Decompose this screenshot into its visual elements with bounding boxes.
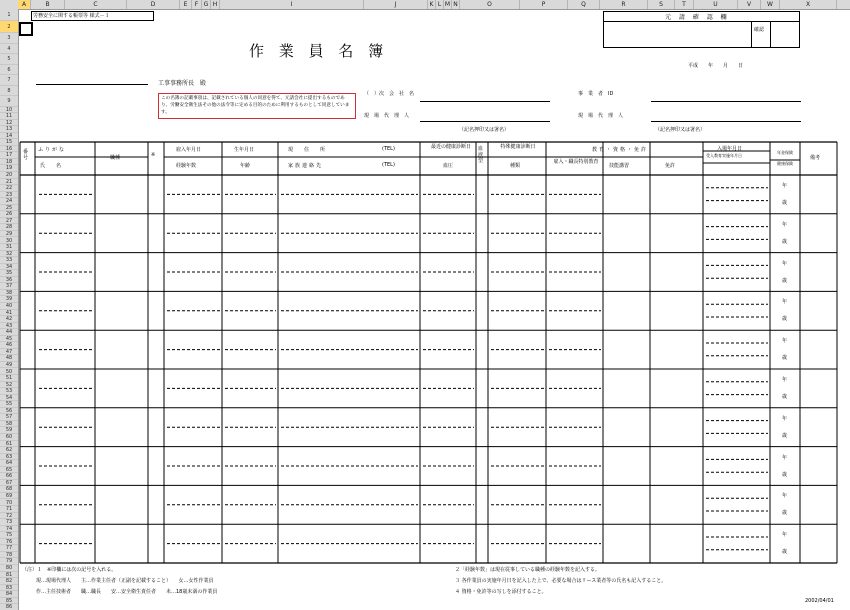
row-header-56[interactable]: 56 bbox=[0, 408, 18, 415]
row-header-66[interactable]: 66 bbox=[0, 473, 18, 480]
row-header-21[interactable]: 21 bbox=[0, 179, 18, 186]
th-insurance: 健康保険 bbox=[777, 161, 793, 166]
footer-note2: ２「経験年数」は現在従事している職種の経験年数を記入する。 bbox=[455, 567, 601, 573]
row-header-20[interactable]: 20 bbox=[0, 172, 18, 179]
th-experience: 経験年数 bbox=[176, 163, 197, 169]
th-name: 氏 名 bbox=[40, 163, 65, 169]
confirm-seal-label: 確認 bbox=[754, 27, 765, 33]
row-header-45[interactable]: 45 bbox=[0, 336, 18, 343]
row-header-10[interactable]: 10 bbox=[0, 107, 18, 114]
row-header-2[interactable]: 2 bbox=[0, 21, 18, 33]
th-checkup-date: 最近の健康診断日 bbox=[430, 144, 471, 150]
row-header-4[interactable]: 4 bbox=[0, 44, 18, 55]
th-blood-pressure: 血圧 bbox=[443, 163, 454, 169]
row-2-mark-top: 年 bbox=[782, 260, 788, 267]
row-header-86[interactable]: 86 bbox=[0, 604, 18, 610]
th-tel: (TEL) bbox=[382, 146, 395, 152]
row-header-73[interactable]: 73 bbox=[0, 519, 18, 526]
row-3-mark-bottom: 歳 bbox=[782, 316, 788, 323]
th-age: 年齢 bbox=[240, 163, 251, 169]
row-header-55[interactable]: 55 bbox=[0, 401, 18, 408]
column-header-X[interactable]: X bbox=[780, 0, 837, 9]
th-job: 職種 bbox=[110, 155, 121, 161]
column-header-T[interactable]: T bbox=[675, 0, 694, 9]
footer-note1: （注）１ ※印欄には次の記号を入れる。 bbox=[22, 567, 117, 573]
column-header-C[interactable]: C bbox=[65, 0, 127, 9]
row-header-35[interactable]: 35 bbox=[0, 270, 18, 277]
column-header-N[interactable]: N bbox=[452, 0, 460, 9]
column-header-F[interactable]: F bbox=[192, 0, 202, 9]
row-header-48[interactable]: 48 bbox=[0, 355, 18, 362]
row-0-mark-bottom: 歳 bbox=[782, 200, 788, 206]
th-license: 免許 bbox=[665, 163, 676, 169]
row-header-37[interactable]: 37 bbox=[0, 283, 18, 290]
row-header-22[interactable]: 22 bbox=[0, 185, 18, 192]
th-pension: 年金保険 bbox=[777, 150, 793, 155]
row-header-24[interactable]: 24 bbox=[0, 198, 18, 205]
th-birth-date: 生年月日 bbox=[234, 147, 255, 153]
column-header-E[interactable]: E bbox=[180, 0, 192, 9]
row-header-52[interactable]: 52 bbox=[0, 382, 18, 389]
th-training-header: 教育・資格・免許 bbox=[592, 147, 649, 153]
row-header-60[interactable]: 60 bbox=[0, 434, 18, 441]
row-header-50[interactable]: 50 bbox=[0, 369, 18, 376]
row-4-mark-bottom: 歳 bbox=[782, 355, 788, 362]
th-family-contact: 家族連絡先 bbox=[288, 163, 324, 169]
row-header-39[interactable]: 39 bbox=[0, 296, 18, 303]
row-header-6[interactable]: 6 bbox=[0, 65, 18, 76]
column-header-V[interactable]: V bbox=[738, 0, 761, 9]
column-header-U[interactable]: U bbox=[694, 0, 738, 9]
row-header-8[interactable]: 8 bbox=[0, 86, 18, 97]
column-header-P[interactable]: P bbox=[520, 0, 568, 9]
column-header-W[interactable]: W bbox=[761, 0, 780, 9]
row-header-57[interactable]: 57 bbox=[0, 414, 18, 421]
row-header-61[interactable]: 61 bbox=[0, 441, 18, 448]
row-header-12[interactable]: 12 bbox=[0, 120, 18, 127]
row-header-68[interactable]: 68 bbox=[0, 486, 18, 493]
column-header-J[interactable]: J bbox=[364, 0, 428, 9]
row-header-58[interactable]: 58 bbox=[0, 421, 18, 428]
row-2-mark-bottom: 歳 bbox=[782, 277, 788, 284]
footer-note3: ３ 各作業員の実施年月日を記入した上で、必要な場合はリース業者等の氏名も記入すること。 bbox=[455, 578, 667, 584]
row-6-mark-bottom: 歳 bbox=[782, 432, 788, 439]
row-header-82[interactable]: 82 bbox=[0, 578, 18, 585]
row-header-72[interactable]: 72 bbox=[0, 513, 18, 520]
row-header-34[interactable]: 34 bbox=[0, 264, 18, 271]
column-header-A[interactable]: A bbox=[18, 0, 31, 9]
row-header-41[interactable]: 41 bbox=[0, 310, 18, 317]
column-header-G[interactable]: G bbox=[202, 0, 211, 9]
row-8-mark-bottom: 歳 bbox=[782, 510, 788, 517]
row-header-38[interactable]: 38 bbox=[0, 290, 18, 297]
row-header-71[interactable]: 71 bbox=[0, 506, 18, 513]
company-right-label: 事 業 者 ID bbox=[578, 91, 614, 97]
th-checkup-type: 種類 bbox=[510, 163, 521, 169]
th-entry-date: 入場年月日 bbox=[717, 146, 743, 152]
date-line: 平成 年 月 日 bbox=[688, 63, 744, 69]
notice-text: この名簿の記載事項は、記載されている個人の同意を得て、元請会社に提出するものであり、労働安全衛生法その他の法令等に定める目的のために利用するものとして同意しています。 bbox=[161, 96, 350, 115]
row-1-mark-bottom: 歳 bbox=[782, 238, 788, 245]
row-header-31[interactable]: 31 bbox=[0, 244, 18, 251]
row-7-mark-bottom: 歳 bbox=[782, 471, 788, 478]
row-9-mark-top: 年 bbox=[782, 532, 788, 539]
column-header-I[interactable]: I bbox=[220, 0, 364, 9]
company-left-label: （ ）次 会 社 名 bbox=[364, 91, 415, 97]
row-header-3[interactable]: 3 bbox=[0, 33, 18, 44]
th-hire-date: 雇入年月日 bbox=[176, 147, 202, 153]
row-header-80[interactable]: 80 bbox=[0, 565, 18, 572]
row-header-83[interactable]: 83 bbox=[0, 585, 18, 592]
row-9-mark-bottom: 歳 bbox=[782, 549, 788, 556]
row-header-33[interactable]: 33 bbox=[0, 257, 18, 264]
footer-note1a: 現…現場代理人 主…作業主任者（正副を記載すること） 女…女性作業員 bbox=[36, 578, 214, 584]
row-header-29[interactable]: 29 bbox=[0, 231, 18, 238]
row-7-mark-top: 年 bbox=[782, 454, 788, 461]
row-header-25[interactable]: 25 bbox=[0, 205, 18, 212]
row-header-67[interactable]: 67 bbox=[0, 480, 18, 487]
row-6-mark-top: 年 bbox=[782, 415, 788, 422]
footer-note1b: 作…主任技術者 職…職長 安…安全衛生責任者 未…18歳未満の作業員 bbox=[36, 589, 218, 595]
agent-left-label: 現 場 代 理 人 bbox=[364, 113, 410, 119]
row-header-11[interactable]: 11 bbox=[0, 113, 18, 120]
row-header-19[interactable]: 19 bbox=[0, 165, 18, 172]
row-header-1[interactable]: 1 bbox=[0, 9, 18, 21]
row-header-64[interactable]: 64 bbox=[0, 460, 18, 467]
row-header-81[interactable]: 81 bbox=[0, 572, 18, 579]
row-header-36[interactable]: 36 bbox=[0, 277, 18, 284]
row-header-53[interactable]: 53 bbox=[0, 388, 18, 395]
row-header-27[interactable]: 27 bbox=[0, 218, 18, 225]
row-header-79[interactable]: 79 bbox=[0, 558, 18, 565]
th-entry-training: 受入教育実施年月日 bbox=[706, 153, 742, 158]
row-3-mark-top: 年 bbox=[782, 299, 788, 306]
column-header-O[interactable]: O bbox=[460, 0, 520, 9]
row-header-75[interactable]: 75 bbox=[0, 532, 18, 539]
row-5-mark-top: 年 bbox=[782, 377, 788, 383]
th-hire-training: 雇入・職長特別教育 bbox=[553, 159, 599, 165]
row-header-51[interactable]: 51 bbox=[0, 375, 18, 382]
row-header-42[interactable]: 42 bbox=[0, 316, 18, 323]
row-header-59[interactable]: 59 bbox=[0, 427, 18, 434]
seal-note-left: （記名押印又は署名） bbox=[459, 127, 510, 133]
footer-note4: ４ 資格・免許等の写しを添付すること。 bbox=[455, 589, 547, 595]
page-title: 作 業 員 名 簿 bbox=[249, 42, 389, 60]
row-header-40[interactable]: 40 bbox=[0, 303, 18, 310]
column-header-D[interactable]: D bbox=[127, 0, 180, 9]
row-header-74[interactable]: 74 bbox=[0, 526, 18, 533]
row-header-76[interactable]: 76 bbox=[0, 539, 18, 546]
column-header-S[interactable]: S bbox=[648, 0, 675, 9]
th-skill-training: 技能講習 bbox=[609, 163, 630, 169]
addressee: 工事事務所長 殿 bbox=[158, 80, 207, 87]
column-header-H[interactable]: H bbox=[211, 0, 220, 9]
row-1-mark-top: 年 bbox=[782, 221, 788, 228]
column-header-L[interactable]: L bbox=[436, 0, 444, 9]
form-label: 労務安全に関する帳票等 様式－１ bbox=[33, 13, 110, 19]
row-header-46[interactable]: 46 bbox=[0, 342, 18, 349]
column-header-K[interactable]: K bbox=[428, 0, 436, 9]
row-header-26[interactable]: 26 bbox=[0, 211, 18, 218]
row-header-44[interactable]: 44 bbox=[0, 329, 18, 336]
row-header-13[interactable]: 13 bbox=[0, 126, 18, 133]
row-header-78[interactable]: 78 bbox=[0, 552, 18, 559]
row-5-mark-bottom: 歳 bbox=[782, 394, 788, 400]
row-header-17[interactable]: 17 bbox=[0, 152, 18, 159]
row-header-84[interactable]: 84 bbox=[0, 591, 18, 598]
row-header-7[interactable]: 7 bbox=[0, 75, 18, 86]
confirm-box-title: 元 請 確 認 欄 bbox=[665, 14, 730, 21]
column-header-R[interactable]: R bbox=[600, 0, 648, 9]
row-header-18[interactable]: 18 bbox=[0, 159, 18, 166]
row-0-mark-top: 年 bbox=[782, 183, 788, 189]
row-header-28[interactable]: 28 bbox=[0, 224, 18, 231]
seal-note-right: （記名押印又は署名） bbox=[655, 127, 706, 133]
row-header-54[interactable]: 54 bbox=[0, 395, 18, 402]
th-blood-type: 血液型 bbox=[478, 146, 484, 164]
th-special-checkup: 特殊健康診断日 bbox=[500, 144, 536, 150]
column-header-M[interactable]: M bbox=[444, 1, 451, 8]
row-header-14[interactable]: 14 bbox=[0, 133, 18, 140]
row-header-62[interactable]: 62 bbox=[0, 447, 18, 454]
row-header-9[interactable]: 9 bbox=[0, 96, 18, 107]
th-family-tel: (TEL) bbox=[382, 162, 395, 168]
row-header-69[interactable]: 69 bbox=[0, 493, 18, 500]
row-header-32[interactable]: 32 bbox=[0, 251, 18, 258]
row-header-85[interactable]: 85 bbox=[0, 598, 18, 605]
row-header-23[interactable]: 23 bbox=[0, 192, 18, 199]
th-furigana: ふりがな bbox=[38, 147, 67, 153]
th-mark: ※ bbox=[151, 152, 156, 158]
row-header-5[interactable]: 5 bbox=[0, 54, 18, 65]
row-header-70[interactable]: 70 bbox=[0, 500, 18, 507]
agent-right-label: 現 場 代 理 人 bbox=[578, 113, 624, 119]
row-header-77[interactable]: 77 bbox=[0, 545, 18, 552]
th-num: 番号 bbox=[23, 149, 29, 161]
row-header-16[interactable]: 16 bbox=[0, 146, 18, 153]
row-header-47[interactable]: 47 bbox=[0, 349, 18, 356]
row-header-15[interactable]: 15 bbox=[0, 139, 18, 146]
column-header-B[interactable]: B bbox=[31, 0, 65, 9]
row-header-65[interactable]: 65 bbox=[0, 467, 18, 474]
row-header-43[interactable]: 43 bbox=[0, 323, 18, 330]
row-header-63[interactable]: 63 bbox=[0, 454, 18, 461]
row-header-49[interactable]: 49 bbox=[0, 362, 18, 369]
th-remarks: 備考 bbox=[810, 155, 821, 161]
row-header-30[interactable]: 30 bbox=[0, 238, 18, 245]
row-4-mark-top: 年 bbox=[782, 338, 788, 345]
column-header-Q[interactable]: Q bbox=[568, 0, 600, 9]
th-address: 現 住 所 bbox=[288, 147, 329, 153]
row-8-mark-top: 年 bbox=[782, 493, 788, 500]
form-code: 2002/04/01 bbox=[805, 598, 834, 604]
